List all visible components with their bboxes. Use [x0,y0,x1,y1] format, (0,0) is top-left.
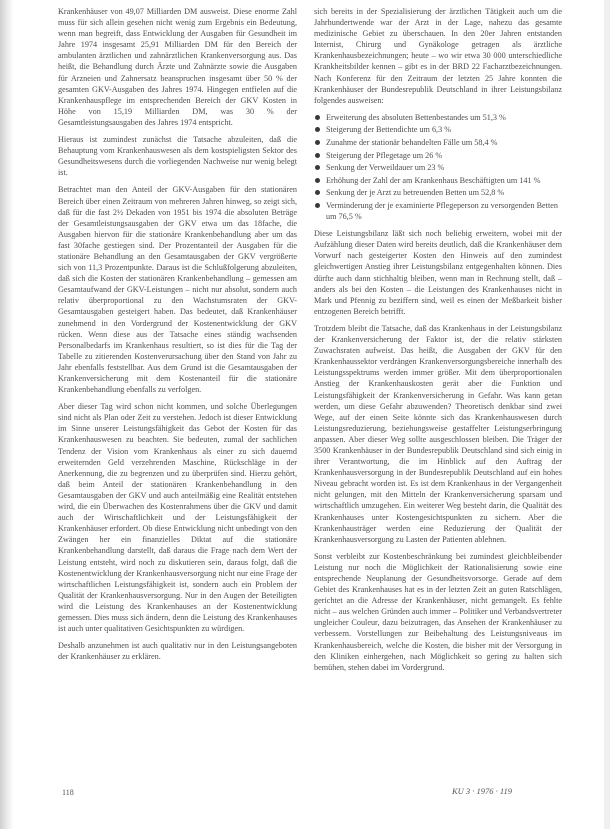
list-item: Steigerung der Bettendichte um 6,3 % [314,124,562,135]
left-column [58,6,297,668]
list-item: Senkung der Verweildauer um 23 % [314,162,562,173]
list-item: Zunahme der stationär behandelten Fälle um 58,4 % [314,137,562,148]
body-paragraph: Aber dieser Tag wird schon nicht kommen, und solche Überlegungen sind nicht als Plan oder Zeit zu verstehen. Jedoch ist dieser Entwicklung im Sinne unserer Leistungsfähigkeit das Gebot der Kosten für das Krankenhauswesen zu beachten. Sie bedeuten, zumal der sachlichen Tendenz der Vision vom Krankenhaus als einer zu sich dauernd erweiternden Geld verzehrenden Maschine, Rückschläge in der Anerkennung, die zu begrenzen und zu überprüfen sind. Hierzu gehört, daß beim Anteil der stationären Krankenbehandlung in den Gesamtausgaben der GKV und auch anteilmäßig eine Realität entstehen wird, die ein Überwachen des Kostenrahmens über die GKV und damit auch der Wirtschaftlichkeit und der Leistungsfähigkeit der Krankenhäuser erfordert. Ob diese Entwicklung nicht unbedingt von den Zwängen her ein finanzielles Diktat auf die stationäre Krankenbehandlung darstellt, daß daraus die Frage nach dem Wert der Leistung entsteht, wird noch zu diskutieren sein, daraus folgt, daß die Kostenentwicklung der Krankenhausversorgung nicht nur eine Frage der wirtschaftlichen Leistungsfähigkeit ist, sondern auch ein Problem der Qualität der Krankenhausversorgung. Nur in den Augen der Beteiligten wird die Leistung des Krankenhauses an der Kostenentwicklung gemessen. Dies muss sich ändern, denn die Leistung des Krankenhauses ist auch unter qualitativen Gesichtspunkten zu würdigen. [58,402,297,634]
list-item: Steigerung der Pflegetage um 26 % [314,150,562,161]
body-paragraph: Diese Leistungsbilanz läßt sich noch beliebig erweitern, wobei mit der Aufzählung dieser Daten wird bereits deutlich, daß die Krankenhäuser dem Vorwurf nach gesteigerter Kosten den Hinweis auf den zumindest gleichwertigen Anstieg ihrer Leistungsbilanz entgegenhalten können. Dies dürfte auch dann stichhaltig bleiben, wenn man in Rechnung stellt, daß – anders als bei den Kosten – die Leistungen des Krankenhauses nicht in Mark und Pfennig zu beziffern sind, weil es einen der Meßbarkeit bisher entzogenen Bereich betrifft. [314,229,562,316]
body-paragraph: Trotzdem bleibt die Tatsache, daß das Krankenhaus in der Leistungsbilanz der Krankenversicherung der Faktor ist, der die relativ stärksten Zuwachsraten aufweist. Das heißt, die Ausgaben der GKV für den Krankenhaussektor verdrängen Krankenversorgungsbereiche innerhalb des Leistungsspektrums werden immer größer. Mit dem überproportionalen Anstieg der Krankenhauskosten gerät aber die Funktion und Leistungsfähigkeit der Krankenversicherung in Gefahr. Was kann getan werden, um diese Gefahr abzuwenden? Theoretisch denkbar sind zwei Wege, auf der einen Seite könnte sich das Krankenhauswesen durch Leistungsreduzierung, beziehungsweise gestaffelter Leistungserbringung anpassen. Aber dieser Weg sollte ausgeschlossen bleiben. Die Träger der 3500 Krankenhäuser in der Bundesrepublik Deutschland sind sich einig in ihrer Verantwortung, die im Hinblick auf den Auftrag der Krankenhausversorgung in der Bundesrepublik Deutschland auf ein hohes Niveau gebracht worden ist. Es ist dem Krankenhaus in der Vergangenheit nicht gelungen, mit den Mitteln der Krankenversicherung sparsam und wirtschaftlich umzugehen. Ein weiterer Weg besteht darin, die Qualität des Krankenhauses unter Kostengesichtspunkten zu sichern. Aber die Krankenhausträger werden eine Reduzierung der Qualität der Krankenhausversorgung zu Lasten der Patienten ablehnen. [314,323,562,544]
page-binding-shadow [0,0,14,829]
bullet-list [314,112,562,222]
page-edge [604,0,610,829]
right-column [314,6,562,679]
list-item: Senkung der je Arzt zu betreuenden Betten um 52,8 % [314,187,562,198]
list-item: Erweiterung des absoluten Bettenbestandes um 51,3 % [314,112,562,123]
body-paragraph: Krankenhäuser von 49,07 Milliarden DM ausweist. Diese enorme Zahl muss für sich allein gesehen nicht wenig zum Ergebnis ein Bedeutung, wenn man begreift, dass Entwicklung der Ausgaben für Gesundheit im Jahre 1974 insgesamt 25,91 Milliarden DM für den Bereich der ambulanten ärztlichen und zahnärztlichen Krankenversorgung aus. Das heißt, die Behandlung durch Ärzte und Zahnärzte sowie die Ausgaben für Arzneien und Zahnersatz beanspruchen insgesamt über 50 % der gesamten GKV-Ausgaben des Jahres 1974. Hingegen entfielen auf die Krankenhauspflege im entsprechenden Bereich der GKV Kosten in Höhe von 15,19 Milliarden DM, was 30 % der Gesamtleistungsausgaben des Jahres 1974 entspricht. [58,7,297,127]
list-item: Verminderung der je examinierte Pflegeperson zu versorgenden Betten um 76,5 % [314,200,562,222]
journal-footer: KU 3 · 1976 · 119 [452,786,513,796]
list-item: Erhöhung der Zahl der am Krankenhaus Beschäftigten um 141 % [314,175,562,186]
body-paragraph: Sonst verbleibt zur Kostenbeschränkung bei zumindest gleichbleibender Leistung nur noch die Möglichkeit der Rationalisierung sowie eine entsprechende Neuplanung der Gesundheitsvorsorge. Gerade auf dem Gebiet des Krankenhauses hat es in der letzten Zeit an guten Ratschlägen, gerichtet an die Adresse der Krankenhäuser, nicht gemangelt. Es fehlte nicht – aus welchen Gründen auch immer – Politiker und Verbandsvertreter ungleicher Couleur, dazu beizutragen, das Ansehen der Krankenhäuser zu verbessern. Vorstellungen zur Beibehaltung des Leistungsniveaus im Krankenhausbereich, welche die Kosten, die bisher mit der Versorgung in den Kliniken einhergehen, nach Möglichkeit so gering zu halten sich bemühen, stehen dabei im Vordergrund. [314,551,562,672]
page-number: 118 [62,788,74,797]
body-paragraph: Deshalb anzunehmen ist auch qualitativ nur in den Leistungsangeboten der Krankenhäuser zu erklären. [58,641,297,662]
body-paragraph: Hieraus ist zumindest zunächst die Tatsache abzuleiten, daß die Behauptung vom Krankenhauswesen als dem kostspieligsten Sektor des Gesundheitswesens durch die vorliegenden Nachweise nur wenig belegt ist. [58,135,297,178]
body-paragraph: sich bereits in der Spezialisierung der ärztlichen Tätigkeit auch um die Jahrhundertwende war der Arzt in der Lage, nahezu das gesamte medizinische Gebiet zu überschauen. In den 20er Jahren entstanden Internist, Chirurg und Gynäkologe getragen als ärztliche Krankenhausbezeichnungen; heute – wo wir etwa 30 000 unterschiedliche Krankheitsbilder kennen – gibt es in der BRD 22 Facharztbezeichnungen. Nach Konferenz für den Zeitraum der letzten 25 Jahre konnten die Krankenhäuser der Bundesrepublik Deutschland in ihrer Leistungsbilanz folgendes ausweisen: [314,7,562,105]
body-paragraph: Betrachtet man den Anteil der GKV-Ausgaben für den stationären Bereich über einen Zeitraum von mehreren Jahren hinweg, so zeigt sich, daß für die fast 2½ Dekaden von 1951 bis 1974 die absoluten Beträge der Gesamtleistungsausgaben der GKV etwa um das 18fache, die Ausgaben hiervon für die stationäre Krankenbehandlung aber um das fast 30fache gestiegen sind. Der Prozentanteil der Ausgaben für die stationäre Behandlung an den Gesamtausgaben der GKV vergrößerte sich von 11,3 Prozentpunkte. Daraus ist die Schlußfolgerung abzuleiten, daß sich die Kosten der stationären Krankenbehandlung – gemessen am Gesamtaufwand der GKV-Leistungen – nicht nur absolut, sondern auch relativ überproportional zu den Wachstumsraten der GKV-Gesamtausgaben gesteigert haben. Das bedeutet, daß Krankenhäuser zunehmend in den Vordergrund der Kostenentwicklung der GKV rücken. Wenn diese aus der Tatsache eines ständig wachsenden Personalbedarfs im Krankenhaus resultiert, so ist dies für die Tag der Tabelle zu zitierenden Kostenverursachung über den Stand von Jahr zu Jahr ebenfalls feststellbar. Aus dem Grund ist die Gesamtausgaben der Krankenversicherung mit dem Kostenanteil für die stationäre Krankenbehandlung ebenfalls zu verfolgen. [58,185,297,395]
